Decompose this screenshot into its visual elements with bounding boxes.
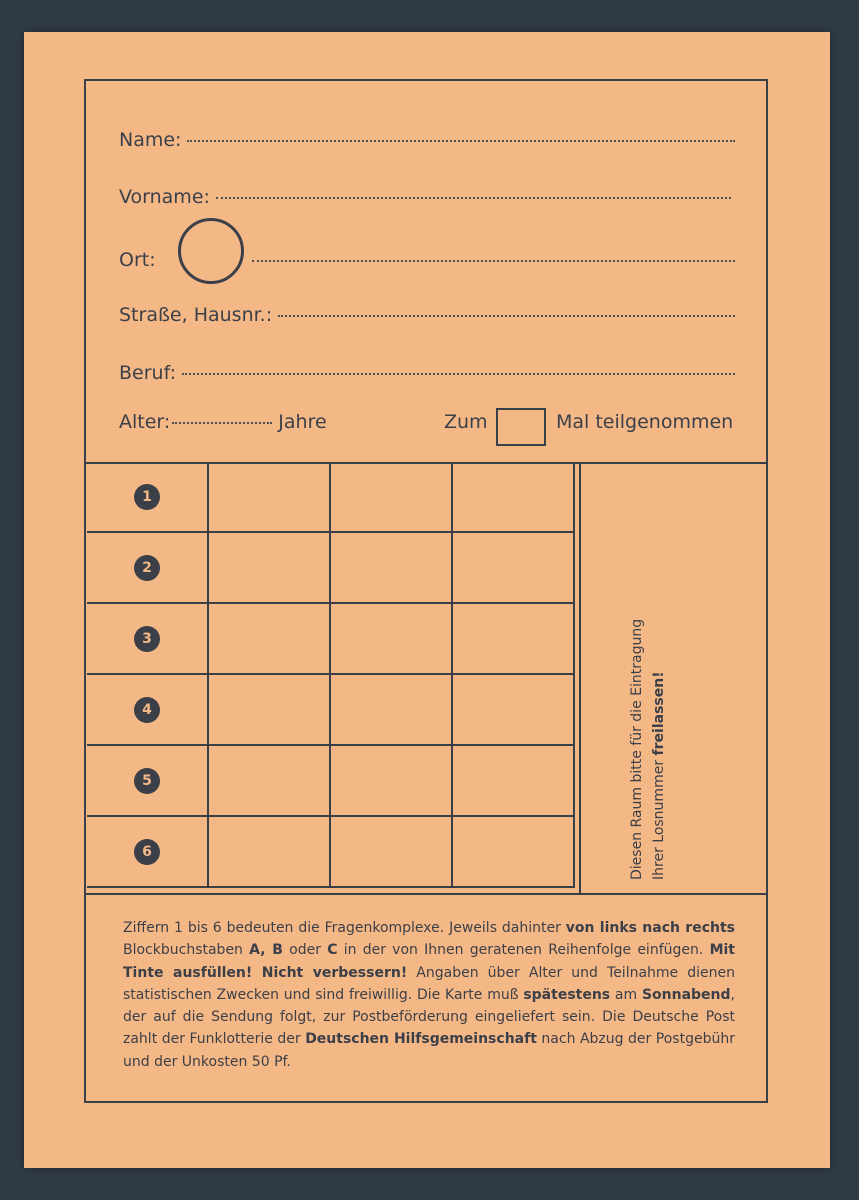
- beruf-line[interactable]: [182, 373, 735, 375]
- vorname-line[interactable]: [216, 197, 731, 199]
- instr-seg-bold: spätestens: [523, 986, 611, 1003]
- grid-row: [87, 462, 574, 532]
- form-frame: [84, 79, 768, 1103]
- free-space-note-line1: Diesen Raum bitte für die Eintragung: [629, 618, 645, 880]
- ort-label: Ort:: [119, 249, 156, 271]
- row-number-cell: [87, 462, 208, 532]
- answer-cell[interactable]: [452, 462, 574, 532]
- row-number-badge: 4: [134, 697, 160, 723]
- answer-cell[interactable]: [330, 674, 452, 745]
- zum-label: Zum: [444, 411, 488, 433]
- instr-seg-bold: C: [327, 942, 338, 959]
- instr-seg: oder: [282, 942, 328, 959]
- answer-cell[interactable]: [330, 603, 452, 674]
- instr-seg-bold: Mit Tinte ausfüllen! Nicht verbessern!: [123, 942, 735, 981]
- instr-seg: , der auf die Sendung folgt, zur Postbeförderung eingeliefert sein. Die Deutsche Post zahlt der Funklotterie der: [123, 986, 735, 1048]
- lottery-number-area: [579, 462, 768, 893]
- instr-seg: am: [610, 986, 642, 1003]
- answer-cell[interactable]: [330, 532, 452, 603]
- answer-cell[interactable]: [208, 532, 330, 603]
- strasse-label: Straße, Hausnr.:: [119, 304, 273, 326]
- row-number-badge: 3: [134, 626, 160, 652]
- row-number-badge: 6: [134, 839, 160, 865]
- row-number-badge: 1: [134, 484, 160, 510]
- answer-cell[interactable]: [208, 603, 330, 674]
- answer-cell[interactable]: [452, 745, 574, 816]
- name-field[interactable]: [119, 129, 735, 151]
- instr-seg: nach Abzug der Postgebühr und der Unkosten 50 Pf.: [123, 1031, 735, 1070]
- instructions-section: [86, 893, 766, 1103]
- answer-cell[interactable]: [208, 674, 330, 745]
- row-number-cell: [87, 603, 208, 674]
- instr-seg-bold: von links nach rechts: [565, 920, 735, 936]
- answer-cell[interactable]: [330, 745, 452, 816]
- answer-cell[interactable]: [330, 462, 452, 532]
- alter-label: Alter:: [119, 411, 171, 433]
- instr-seg-bold: Sonnabend: [641, 986, 731, 1003]
- row-number-cell: [87, 816, 208, 887]
- beruf-label: Beruf:: [119, 362, 176, 384]
- free-space-note: [626, 460, 670, 880]
- answer-cell[interactable]: [452, 674, 574, 745]
- answer-cell[interactable]: [208, 816, 330, 887]
- instructions-text: [123, 917, 735, 1073]
- answer-grid: [87, 462, 575, 888]
- grid-row: [87, 674, 574, 745]
- mal-teilgenommen-label: Mal teilgenommen: [556, 411, 734, 433]
- answer-cell[interactable]: [330, 816, 452, 887]
- strasse-line[interactable]: [278, 315, 735, 317]
- grid-row: [87, 532, 574, 603]
- instr-seg-bold: Deutschen Hilfsgemeinschaft: [305, 1031, 537, 1048]
- instr-seg: in der von Ihnen geratenen Reihenfolge einfügen.: [337, 942, 710, 959]
- name-label: Name:: [119, 129, 182, 151]
- beruf-field[interactable]: [119, 362, 735, 384]
- jahre-label: Jahre: [278, 411, 327, 433]
- answer-cell[interactable]: [452, 816, 574, 887]
- answer-cell[interactable]: [208, 462, 330, 532]
- postal-code-circle[interactable]: [178, 218, 244, 284]
- free-space-note-line2-text: Ihrer Losnummer: [651, 755, 667, 880]
- participation-count-box[interactable]: [496, 408, 546, 446]
- answer-cell[interactable]: [208, 745, 330, 816]
- alter-line[interactable]: [172, 422, 272, 424]
- row-number-badge: 5: [134, 768, 160, 794]
- row-number-cell: [87, 532, 208, 603]
- name-line[interactable]: [187, 140, 735, 142]
- vorname-field[interactable]: [119, 186, 731, 208]
- row-number-cell: [87, 674, 208, 745]
- row-number-cell: [87, 745, 208, 816]
- answer-cell[interactable]: [452, 532, 574, 603]
- alter-field[interactable]: [119, 411, 327, 433]
- row-number-badge: 2: [134, 555, 160, 581]
- grid-row: [87, 745, 574, 816]
- instr-seg: Angaben über Alter und Teilnahme dienen statistischen Zwecken und sind freiwillig. Die Karte muß: [123, 964, 735, 1003]
- answer-cell[interactable]: [452, 603, 574, 674]
- instr-seg: Blockbuchstaben: [123, 942, 250, 959]
- instr-seg-bold: A, B: [249, 942, 283, 959]
- grid-row: [87, 603, 574, 674]
- ort-line[interactable]: [252, 260, 735, 262]
- free-space-note-line2: [648, 460, 670, 880]
- lottery-card: [24, 32, 830, 1168]
- grid-row: [87, 816, 574, 887]
- instr-seg: Ziffern 1 bis 6 bedeuten die Fragenkomplexe. Jeweils dahinter: [123, 920, 566, 936]
- vorname-label: Vorname:: [119, 186, 210, 208]
- free-space-note-emphasis: freilassen!: [651, 671, 667, 756]
- strasse-field[interactable]: [119, 304, 735, 326]
